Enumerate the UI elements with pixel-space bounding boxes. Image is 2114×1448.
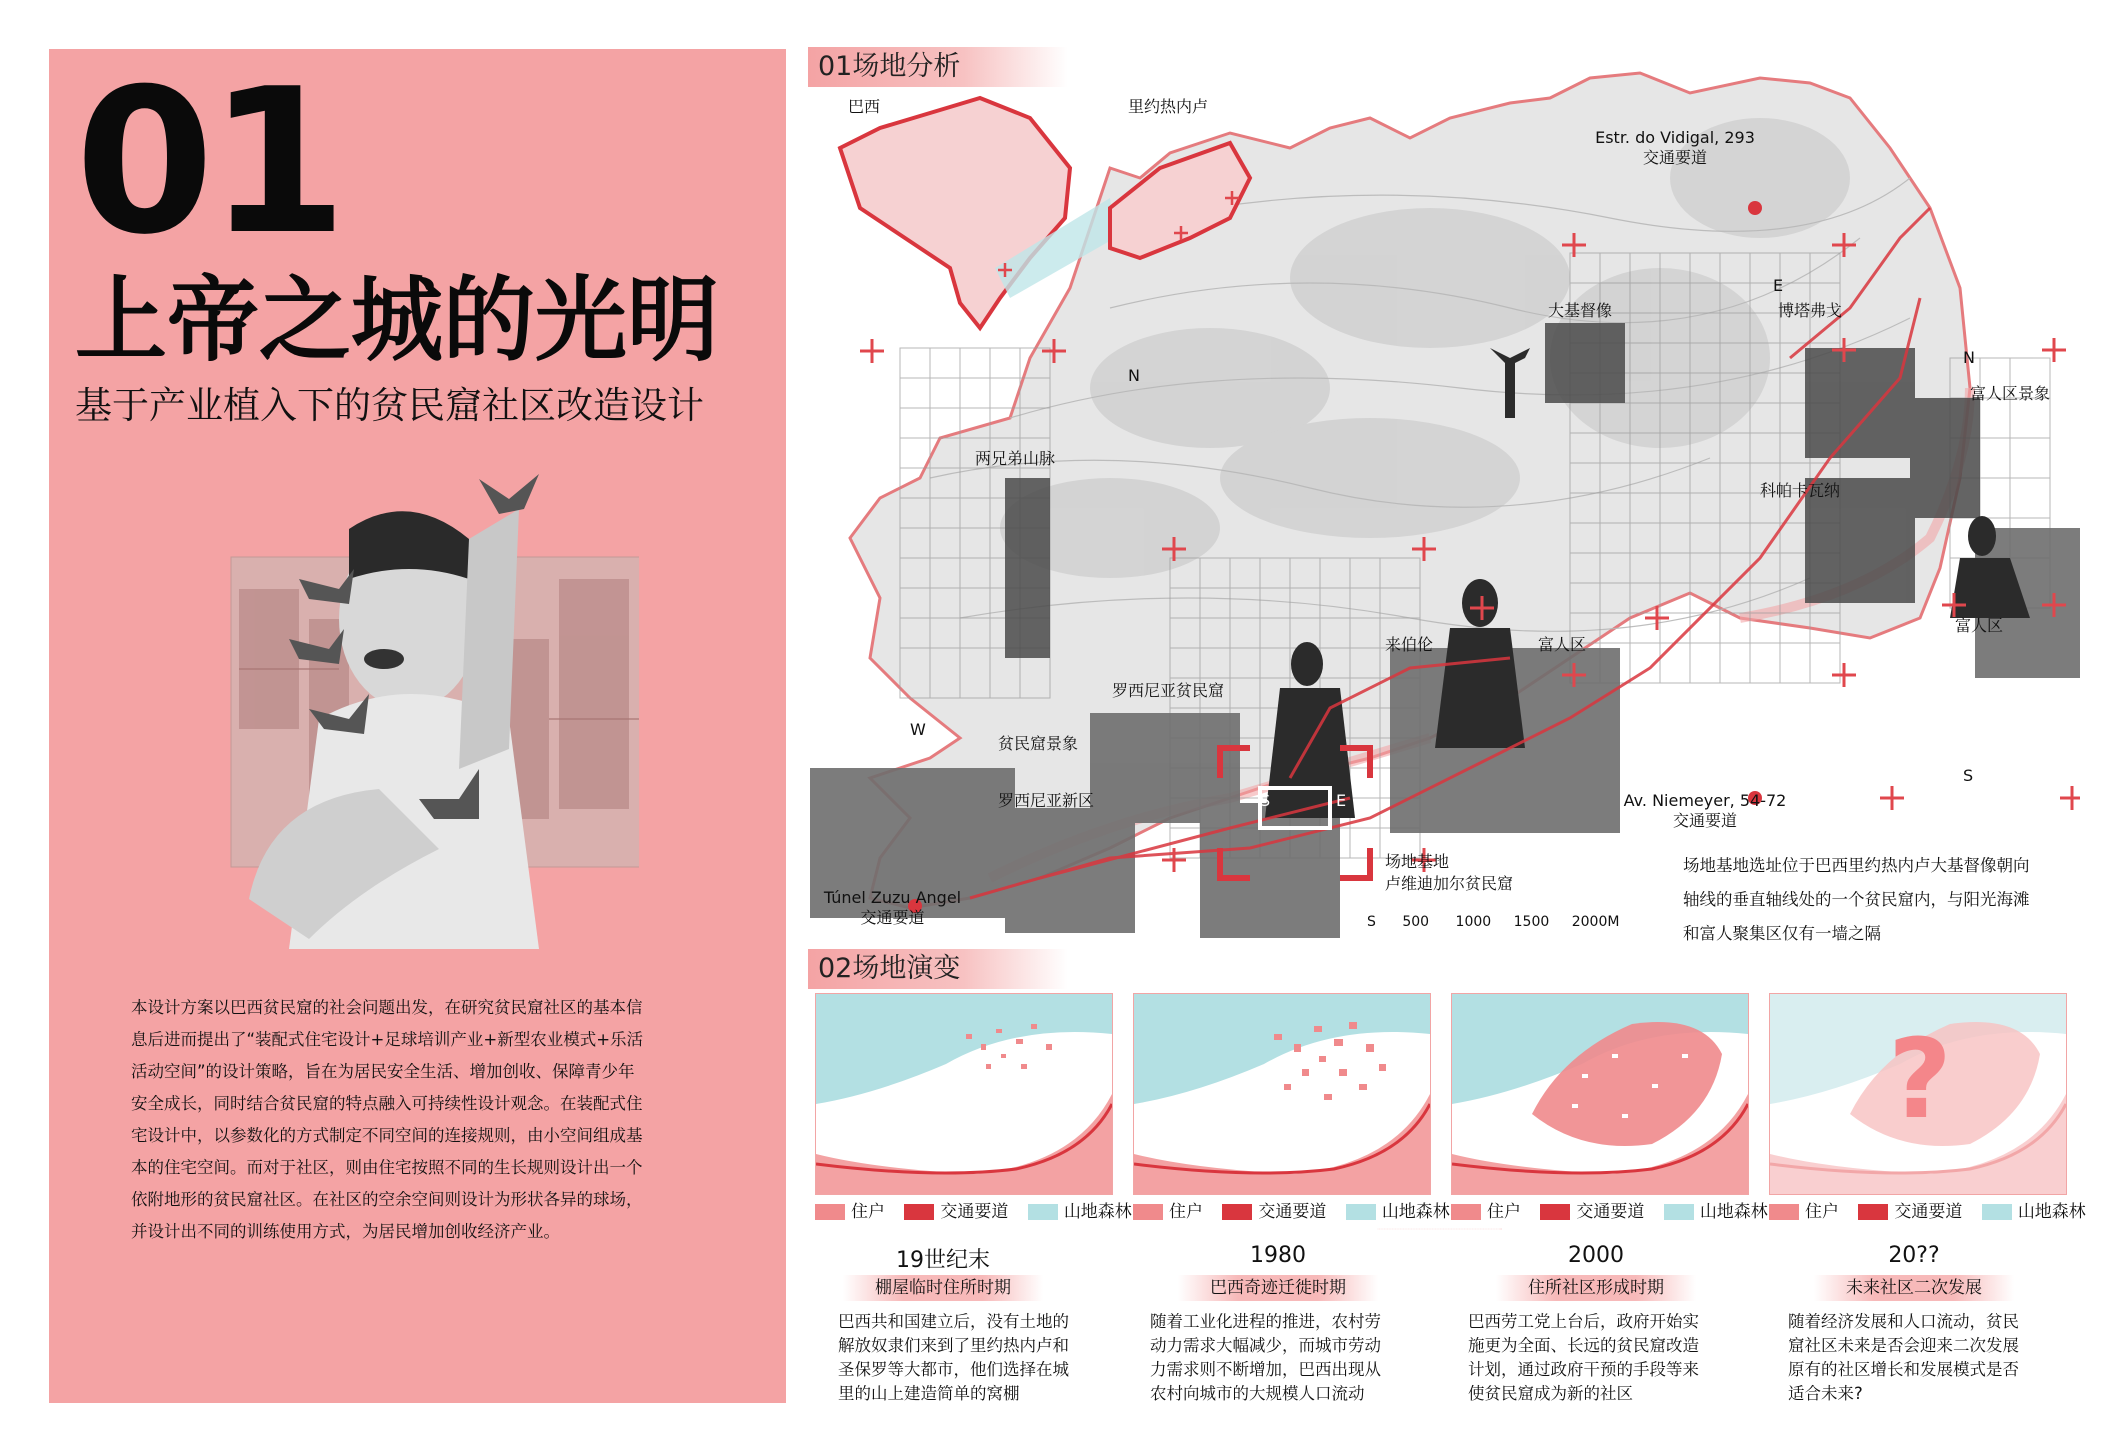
timeline-desc-4 [1788, 1310, 2068, 1406]
evolution-map-2 [1133, 993, 1431, 1195]
label-two-brothers: 两兄弟山脉 [975, 449, 1056, 468]
label-vidigal-road-name: Estr. do Vidigal, 293 [1595, 128, 1755, 147]
evolution-map-3 [1451, 993, 1749, 1195]
legend-swatch-road [1222, 1204, 1252, 1220]
legend-swatch-forest [1982, 1204, 2012, 1220]
timeline-year-1: 19世纪末 [896, 1248, 990, 1273]
legend-housing: 住户 [1169, 1202, 1203, 1222]
desc-line: 施更为全面、长远的贫民窟改造 [1468, 1336, 1699, 1355]
desc-line: 动力需求大幅减少，而城市劳动 [1150, 1336, 1381, 1355]
compass-w: W [910, 720, 926, 739]
timeline-period-3: 住所社区形成时期 [1496, 1275, 1696, 1301]
project-number: 01 [75, 46, 342, 279]
desc-line: 解放奴隶们来到了里约热内卢和 [838, 1336, 1069, 1355]
label-leblon: 来伯伦 [1385, 635, 1434, 654]
scale-1000: 1000 [1455, 914, 1492, 930]
label-site-base [1385, 851, 1513, 895]
compass-n-2: N [1963, 348, 1975, 367]
project-title: 上帝之城的光明 [75, 267, 720, 374]
legend-swatch-housing [1769, 1204, 1799, 1220]
desc-line: 随着经济发展和人口流动，贫民 [1788, 1312, 2019, 1331]
site-map [810, 58, 2080, 938]
intro-line: 本的住宅空间。而对于社区，则由住宅按照不同的生长规则设计出一个 [131, 1158, 643, 1177]
scale-s: S [1367, 914, 1376, 930]
legend-swatch-road [1540, 1204, 1570, 1220]
timeline-desc-3 [1468, 1310, 1748, 1406]
evolution-map-4 [1769, 993, 2067, 1195]
scale-500: 500 [1402, 914, 1430, 930]
scale-1500: 1500 [1513, 914, 1550, 930]
label-rocinha-new: 罗西尼亚新区 [998, 791, 1095, 810]
left-panel [49, 46, 786, 1403]
intro-paragraph [131, 992, 711, 1248]
label-rich-view: 富人区景象 [1970, 384, 2051, 403]
desc-line: 窟社区未来是否会迎来二次发展 [1788, 1336, 2019, 1355]
legend-housing: 住户 [1487, 1202, 1521, 1222]
intro-line: 并设计出不同的训练使用方式，为居民增加创收经济产业。 [131, 1222, 560, 1241]
timeline-year-3: 2000 [1568, 1243, 1624, 1268]
intro-line: 息后进而提出了“装配式住宅设计+足球培训产业+新型农业模式+乐活 [131, 1030, 644, 1049]
legend-swatch-road [1858, 1204, 1888, 1220]
timeline-period-1: 棚屋临时住所时期 [843, 1275, 1043, 1301]
label-slum-view: 贫民窟景象 [998, 734, 1079, 753]
label-traffic: 交通要道 [1672, 811, 1737, 830]
label-site-base-name: 场地基地 [1385, 852, 1450, 871]
legend-4 [1769, 1200, 2100, 1224]
intro-line: 本设计方案以巴西贫民窟的社会问题出发，在研究贫民窟社区的基本信 [131, 998, 643, 1017]
timeline-desc-2 [1150, 1310, 1430, 1406]
timeline-year-2: 1980 [1250, 1243, 1306, 1268]
intro-line: 安全成长，同时结合贫民窟的特点融入可持续性设计观念。在装配式住 [131, 1094, 643, 1113]
label-niemeyer-name: Av. Niemeyer, 54-72 [1623, 791, 1787, 810]
legend-forest: 山地森林 [1699, 1202, 1768, 1222]
legend-road: 交通要道 [1894, 1202, 1963, 1222]
legend-housing: 住户 [1805, 1202, 1839, 1222]
intro-line: 活动空间”的设计策略，旨在为居民安全生活、增加创收、保障青少年 [131, 1062, 635, 1081]
site-desc-line: 轴线的垂直轴线处的一个贫民窟内，与阳光海滩 [1683, 890, 2030, 909]
timeline-period-2: 巴西奇迹迁徙时期 [1178, 1275, 1378, 1301]
label-vidigal-road [1590, 128, 1760, 168]
legend-forest: 山地森林 [1063, 1202, 1132, 1222]
label-traffic: 交通要道 [860, 908, 925, 927]
legend-1 [815, 1200, 1146, 1224]
compass-n: N [1128, 366, 1140, 385]
label-vidigal-slum: 卢维迪加尔贫民窟 [1385, 874, 1514, 893]
timeline-period-4: 未来社区二次发展 [1814, 1275, 2014, 1301]
legend-forest: 山地森林 [2017, 1202, 2086, 1222]
label-christ: 大基督像 [1548, 301, 1613, 320]
legend-3 [1451, 1200, 1782, 1224]
site-desc-line: 场地基地选址位于巴西里约热内卢大基督像朝向 [1683, 856, 2030, 875]
scale-bar [1367, 914, 1619, 930]
desc-line: 里的山上建造简单的窝棚 [838, 1384, 1020, 1403]
desc-line: 圣保罗等大都市，他们选择在城 [838, 1360, 1069, 1379]
intro-line: 依附地形的贫民窟社区。在社区的空余空间则设计为形状各异的球场， [131, 1190, 643, 1209]
collage-illustration [179, 469, 639, 989]
label-rich-area-2: 富人区 [1538, 635, 1587, 654]
label-rocinha: 罗西尼亚贫民窟 [1112, 681, 1225, 700]
label-rio: 里约热内卢 [1128, 97, 1209, 116]
evolution-map-1 [815, 993, 1113, 1195]
legend-swatch-housing [1133, 1204, 1163, 1220]
desc-line: 巴西共和国建立后，没有土地的 [838, 1312, 1069, 1331]
desc-line: 原有的社区增长和发展模式是否 [1788, 1360, 2019, 1379]
label-tunnel-name: Túnel Zuzu Angel [823, 888, 962, 907]
evolution-map-1-graphic [816, 994, 1112, 1194]
section-header-site-analysis: 01场地分析 [808, 47, 1068, 87]
compass-s-site: S [1260, 791, 1271, 810]
compass-e-site: E [1336, 791, 1347, 810]
desc-line: 力需求则不断增加，巴西出现从 [1150, 1360, 1381, 1379]
legend-forest: 山地森林 [1381, 1202, 1450, 1222]
legend-swatch-forest [1028, 1204, 1058, 1220]
legend-swatch-forest [1664, 1204, 1694, 1220]
question-mark-icon: ? [1888, 1015, 1952, 1143]
site-description [1683, 849, 2083, 951]
legend-2 [1133, 1200, 1464, 1224]
section-header-evolution: 02场地演变 [808, 949, 1068, 989]
label-brazil: 巴西 [848, 97, 881, 116]
desc-line: 计划，通过政府干预的手段等来 [1468, 1360, 1699, 1379]
desc-line: 农村向城市的大规模人口流动 [1150, 1384, 1365, 1403]
legend-swatch-forest [1346, 1204, 1376, 1220]
intro-line: 宅设计中，以参数化的方式制定不同空间的连接规则，由小空间组成基 [131, 1126, 643, 1145]
desc-line: 使贫民窟成为新的社区 [1468, 1384, 1633, 1403]
project-subtitle: 基于产业植入下的贫民窟社区改造设计 [75, 384, 704, 427]
legend-road: 交通要道 [940, 1202, 1009, 1222]
label-copacabana: 科帕卡瓦纳 [1760, 481, 1841, 500]
legend-swatch-housing [815, 1204, 845, 1220]
legend-road: 交通要道 [1258, 1202, 1327, 1222]
compass-s: S [1963, 766, 1974, 785]
label-traffic: 交通要道 [1642, 148, 1707, 167]
compass-e: E [1773, 276, 1784, 295]
scale-2000: 2000M [1571, 914, 1620, 930]
timeline-desc-1 [838, 1310, 1118, 1406]
legend-swatch-road [904, 1204, 934, 1220]
legend-road: 交通要道 [1576, 1202, 1645, 1222]
desc-line: 适合未来? [1788, 1384, 1863, 1403]
site-desc-line: 和富人聚集区仅有一墙之隔 [1683, 924, 1881, 943]
legend-swatch-housing [1451, 1204, 1481, 1220]
desc-line: 随着工业化进程的推进，农村劳 [1150, 1312, 1381, 1331]
label-niemeyer [1615, 791, 1795, 831]
evolution-map-3-graphic [1452, 994, 1748, 1194]
label-rich-area: 富人区 [1955, 616, 2004, 635]
timeline-year-4: 20?? [1888, 1243, 1940, 1268]
evolution-map-2-graphic [1134, 994, 1430, 1194]
label-tunnel [810, 888, 975, 928]
timeline-arrow [815, 1228, 2065, 1230]
label-botafogo: 博塔弗戈 [1778, 301, 1843, 320]
desc-line: 巴西劳工党上台后，政府开始实 [1468, 1312, 1699, 1331]
legend-housing: 住户 [851, 1202, 885, 1222]
